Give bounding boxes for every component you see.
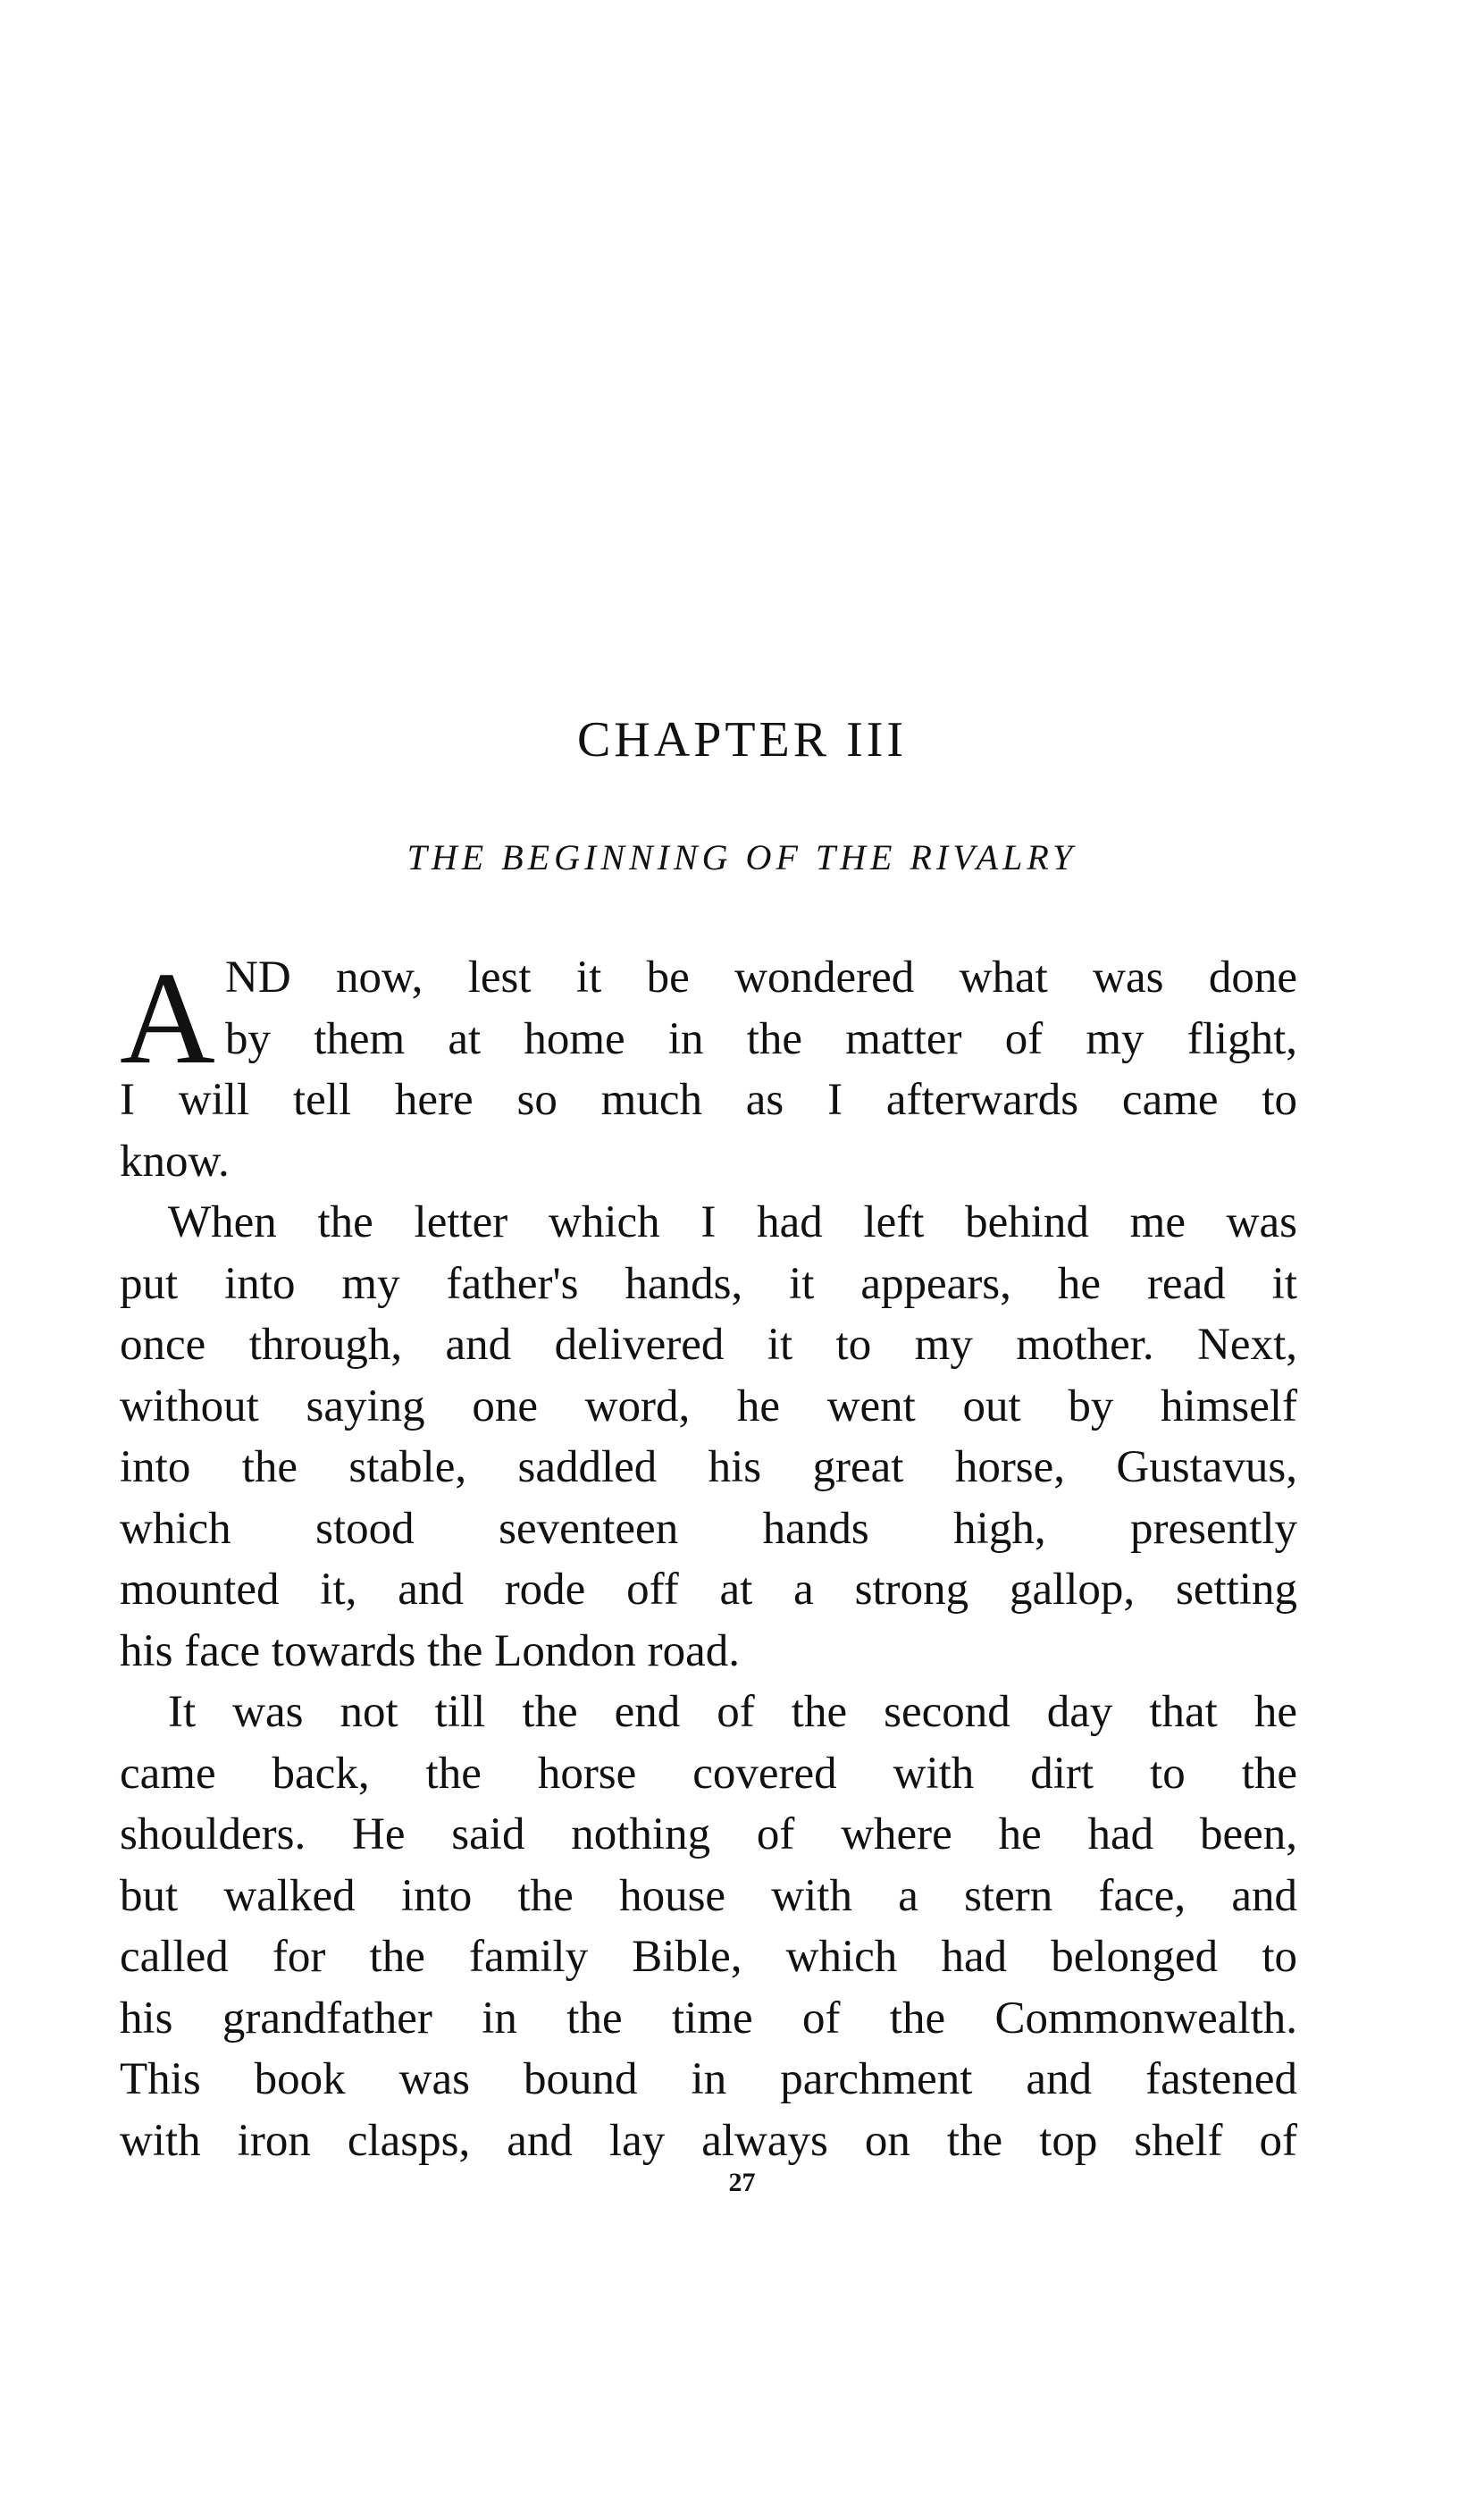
text-line: shoulders. He said nothing of where he had been, [120,1809,1297,1859]
text-line: called for the family Bible, which had belonged to [120,1932,1297,1982]
page-number: 27 [728,2168,756,2197]
text-line: came back, the horse covered with dirt to the [120,1748,1297,1799]
text-line: mounted it, and rode off at a strong gallop, setting [120,1565,1297,1615]
text-line: It was not till the end of the second day that he [168,1687,1297,1737]
chapter-subtitle: THE BEGINNING OF THE RIVALRY [407,837,1077,877]
chapter-heading: CHAPTER III [576,712,908,768]
text-line: his grandfather in the time of the Commonwealth. [120,1993,1297,2044]
text-line: which stood seventeen hands high, presently [120,1503,1297,1554]
drop-cap: A [120,945,215,1092]
text-line: into the stable, saddled his great horse, Gustavus, [120,1442,1297,1492]
text-line: When the letter which I had left behind me was [168,1197,1297,1247]
text-line: know. [120,1136,230,1187]
text-line: without saying one word, he went out by himself [120,1381,1297,1431]
text-line: This book was bound in parchment and fastened [120,2054,1297,2104]
text-line: I will tell here so much as I afterwards came to [120,1075,1297,1125]
text-line: once through, and delivered it to my mother. Next, [120,1320,1297,1370]
body-text [120,947,1297,2171]
text-line: with iron clasps, and lay always on the top shelf of [120,2115,1297,2166]
text-line: but walked into the house with a stern face, and [120,1870,1297,1921]
paragraph-2 [120,1192,1297,1682]
text-line: put into my father's hands, it appears, he read it [120,1258,1297,1309]
text-line: by them at home in the matter of my flight, [225,1013,1297,1064]
paragraph-1 [120,947,1297,1192]
paragraph-3 [120,1682,1297,2171]
text-line: ND now, lest it be wondered what was done [225,953,1297,1003]
text-line: his face towards the London road. [120,1625,740,1676]
